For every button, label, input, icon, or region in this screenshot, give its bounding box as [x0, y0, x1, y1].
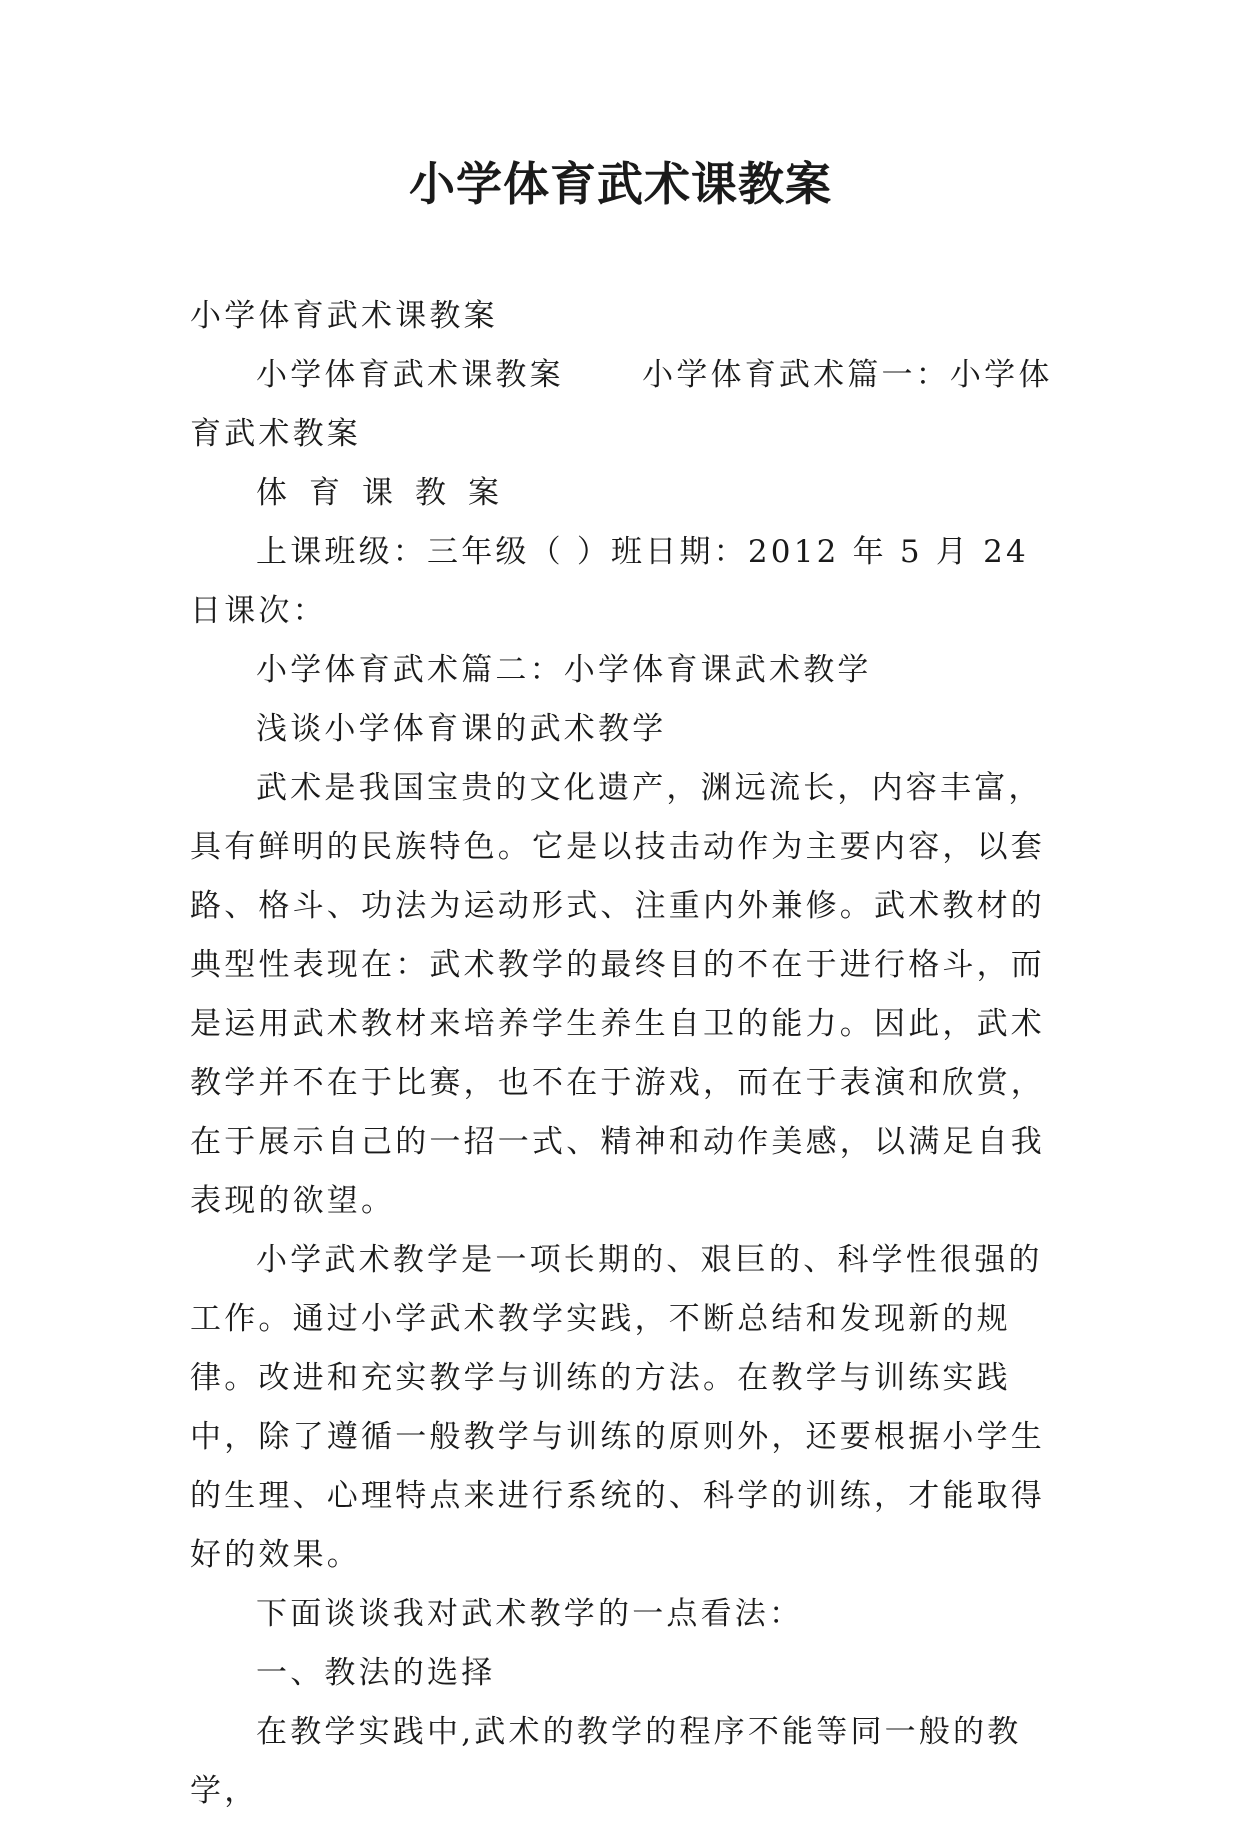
paragraph-heading: 小学体育武术课教案 [190, 298, 498, 334]
paragraph-essay-title: 浅谈小学体育课的武术教学 [256, 711, 667, 747]
paragraph-body: 小学武术教学是一项长期的、艰巨的、科学性很强的工作。通过小学武术教学实践，不断总结和发现新的规律。改进和充实教学与训练的方法。在教学与训练实践中，除了遵循一般教学与训练的原则外，还要根据小学生的生理、心理特点来进行系统的、科学的训练，才能取得好的效果。 [190, 1242, 1045, 1573]
paragraph-body: 武术是我国宝贵的文化遗产，渊远流长，内容丰富，具有鲜明的民族特色。它是以技击动作为主要内容，以套路、格斗、功法为运动形式、注重内外兼修。武术教材的典型性表现在：武术教学的最终目的不在于进行格斗，而是运用武术教材来培养学生养生自卫的能力。因此，武术教学并不在于比赛，也不在于游戏，而在于表演和欣赏，在于展示自己的一招一式、精神和动作美感，以满足自我表现的欲望。 [190, 770, 1045, 1219]
paragraph-section-heading: 一、教法的选择 [256, 1655, 496, 1691]
document-title: 小学体育武术课教案 [409, 157, 832, 211]
paragraph-class-info: 上课班级：三年级（ ）班日期：2012 年 5 月 24 日课次： [190, 534, 1042, 629]
paragraph-body: 下面谈谈我对武术教学的一点看法： [256, 1596, 804, 1632]
paragraph-subtitle: 小学体育武术课教案 小学体育武术篇一：小学体育武术教案 [190, 357, 1053, 452]
document-body [190, 287, 1055, 1821]
paragraph-section-two-heading: 小学体育武术篇二：小学体育课武术教学 [256, 652, 872, 688]
paragraph-body: 在教学实践中,武术的教学的程序不能等同一般的教学， [190, 1714, 1022, 1809]
paragraph-lesson-plan-label: 体育课教案 [256, 475, 521, 511]
